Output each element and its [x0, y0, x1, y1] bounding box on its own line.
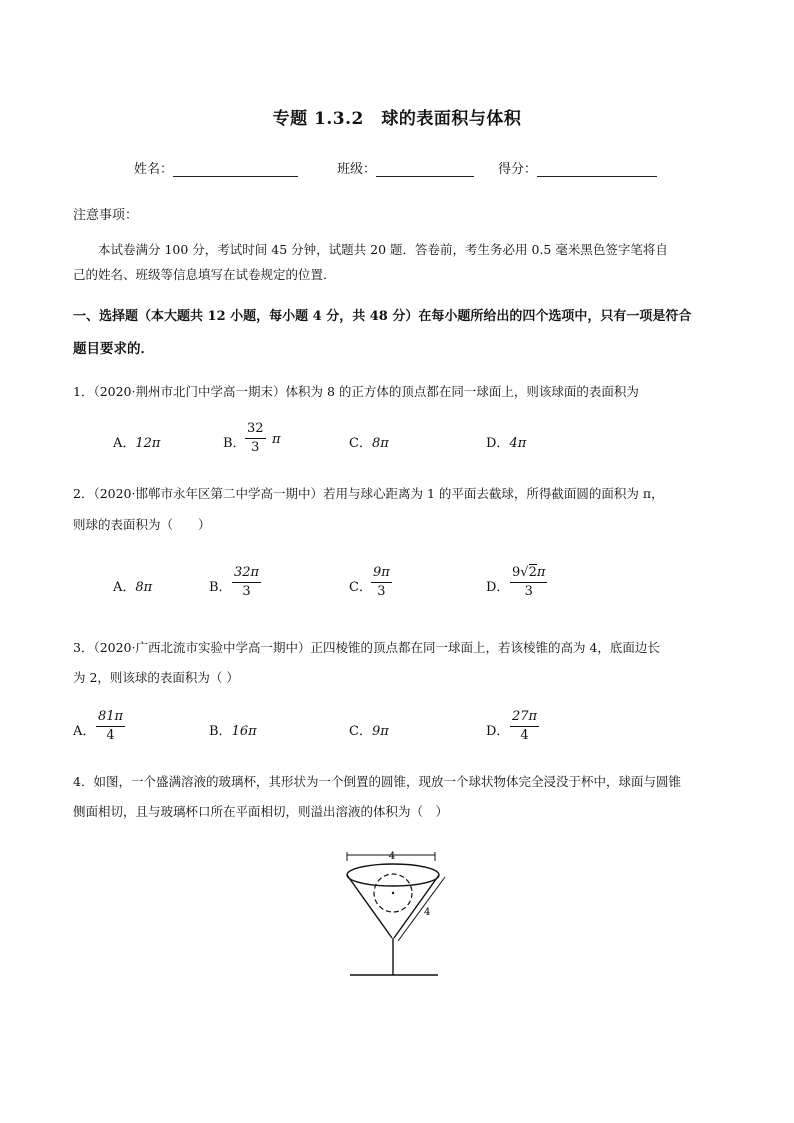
sqrt-icon: √ — [520, 565, 529, 580]
q4-stem-line-2: 侧面相切，且与玻璃杯口所在平面相切，则溢出溶液的体积为（ ） — [73, 804, 449, 819]
q2-option-d-label[interactable]: D． — [486, 580, 510, 595]
fraction-bar — [96, 726, 125, 727]
fraction-bar — [510, 582, 547, 583]
q1-b-suffix: π — [272, 432, 281, 447]
side-dimension-label: 4 — [424, 907, 431, 918]
page-title: 专题 1.3.2 球的表面积与体积 — [272, 109, 522, 129]
q1-a-value: 12π — [135, 436, 161, 451]
q1-option-b-fraction — [245, 421, 266, 456]
fraction-bar — [510, 726, 539, 727]
q1-b-numerator: 32 — [247, 421, 264, 436]
fraction-bar — [245, 438, 266, 439]
section-heading-line-1: 一、选择题（本大题共 12 小题，每小题 4 分，共 48 分）在每小题所给出的四个选项中，只有一项是符合 — [73, 309, 692, 324]
score-underline — [537, 162, 657, 177]
dimension-line-side — [398, 877, 445, 941]
section-heading-line-2: 题目要求的． — [73, 341, 154, 357]
q3-option-d-label[interactable]: D． — [486, 724, 510, 739]
q1-b-denominator: 3 — [251, 440, 260, 455]
q3-c-label: C． — [349, 724, 372, 739]
q2-a-value: 8π — [135, 580, 153, 595]
q2-d-coef: 9 — [512, 565, 521, 580]
q1-d-label: D． — [486, 436, 510, 451]
class-field[interactable] — [337, 158, 474, 177]
class-label: 班级： — [337, 162, 377, 177]
q3-option-d-fraction — [510, 709, 539, 744]
q2-option-d-fraction — [510, 565, 547, 600]
q3-option-b[interactable] — [209, 720, 257, 739]
q2-b-denominator: 3 — [242, 584, 251, 599]
q2-b-numerator: 32π — [234, 565, 260, 580]
q3-stem-line-1: 3．（2020·广西北流市实验中学高一期中）正四棱锥的顶点都在同一球面上，若该棱锥的高为 4，底面边长 — [73, 640, 660, 655]
fraction-bar — [371, 582, 392, 583]
q1-option-b-label[interactable]: B． — [223, 436, 246, 451]
cone-glass-figure — [340, 845, 455, 985]
q2-d-pi: π — [536, 565, 546, 580]
q1-option-a[interactable] — [113, 432, 160, 451]
q1-stem: 1．（2020·荆州市北门中学高一期末）体积为 8 的正方体的顶点都在同一球面上，则该球面的表面积为 — [73, 384, 639, 399]
notice-line-2: 己的姓名、班级等信息填写在试卷规定的位置． — [73, 267, 336, 282]
glass-rim — [347, 864, 439, 886]
fraction-bar — [232, 582, 261, 583]
q3-d-numerator: 27π — [512, 709, 538, 724]
q2-option-b-fraction — [232, 565, 261, 600]
name-label: 姓名： — [134, 162, 174, 177]
q1-option-d[interactable] — [486, 432, 526, 451]
class-underline — [376, 162, 474, 177]
q3-c-value: 9π — [371, 724, 389, 739]
q3-option-a-fraction — [96, 709, 125, 744]
notice-heading: 注意事项： — [73, 208, 139, 223]
q2-d-numerator — [510, 565, 547, 581]
q3-a-numerator: 81π — [98, 709, 124, 724]
q3-b-value: 16π — [231, 724, 257, 739]
q1-c-label: C． — [349, 436, 372, 451]
q2-stem-line-1: 2．（2020·邯郸市永年区第二中学高一期中）若用与球心距离为 1 的平面去截球，所得截面圆的面积为 π， — [73, 486, 664, 501]
q2-option-b-label[interactable]: B． — [209, 580, 232, 595]
q1-option-c[interactable] — [349, 432, 389, 451]
q2-c-denominator: 3 — [377, 584, 386, 599]
q2-d-denominator: 3 — [524, 584, 533, 599]
q3-b-label: B． — [209, 724, 232, 739]
q3-option-c[interactable] — [349, 720, 389, 739]
q3-d-denominator: 4 — [520, 728, 529, 743]
q2-a-label: A． — [113, 580, 136, 595]
score-field[interactable] — [498, 158, 657, 177]
q4-stem-line-1: 4．如图，一个盛满溶液的玻璃杯，其形状为一个倒置的圆锥，现放一个球状物体完全浸没于杯中，球面与圆锥 — [73, 774, 681, 789]
q2-c-numerator: 9π — [373, 565, 390, 580]
q2-d-radicand: 2 — [528, 565, 537, 580]
q1-a-label: A． — [113, 436, 136, 451]
q3-option-a-label[interactable]: A． — [73, 724, 96, 739]
q2-stem-line-2: 则球的表面积为（ ） — [73, 517, 211, 532]
sphere-center-dot — [392, 892, 394, 894]
q2-option-a[interactable] — [113, 576, 152, 595]
q1-c-value: 8π — [371, 436, 389, 451]
notice-line-1: 本试卷满分 100 分，考试时间 45 分钟，试题共 20 题．答卷前，考生务必用 0.5 毫米黑色签字笔将自 — [98, 242, 668, 257]
q2-option-c-label[interactable]: C． — [349, 580, 372, 595]
q2-option-c-fraction — [371, 565, 392, 600]
q3-a-denominator: 4 — [106, 728, 115, 743]
q1-d-value: 4π — [509, 436, 527, 451]
name-field[interactable] — [134, 158, 298, 177]
score-label: 得分： — [498, 162, 538, 177]
top-dimension-label: 4 — [388, 851, 396, 862]
q3-stem-line-2: 为 2，则该球的表面积为（ ） — [73, 670, 239, 685]
name-underline — [173, 162, 298, 177]
